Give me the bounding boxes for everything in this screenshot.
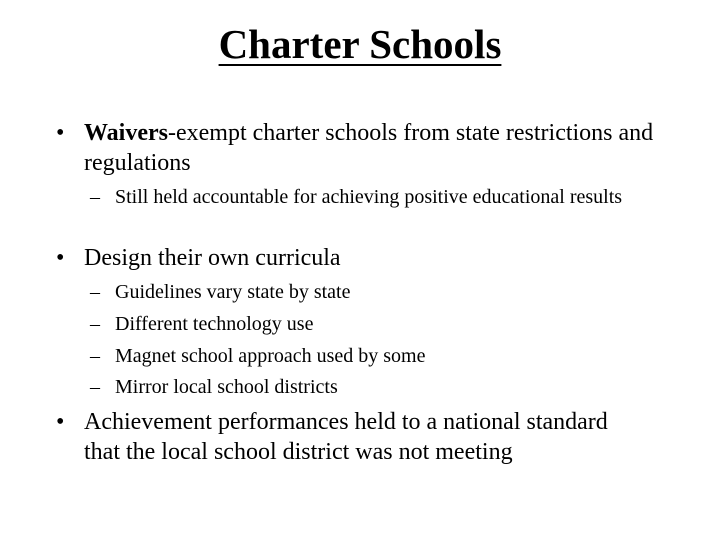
sub-bullet-magnet xyxy=(90,344,670,368)
sub-bullet-marker: – xyxy=(90,376,100,398)
bullet-item-waivers xyxy=(56,118,666,178)
sub-bullet-marker: – xyxy=(90,186,100,208)
bullet-bold-lead: Waivers xyxy=(84,120,168,146)
sub-bullet-marker: – xyxy=(90,281,100,303)
sub-bullet-accountable xyxy=(90,185,670,209)
sub-bullet-marker: – xyxy=(90,345,100,367)
sub-bullet-text: Magnet school approach used by some xyxy=(115,345,426,367)
sub-bullet-guidelines xyxy=(90,280,670,304)
bullet-text xyxy=(84,118,666,178)
bullet-marker: • xyxy=(56,120,65,146)
bullet-item-achievement xyxy=(56,407,616,467)
bullet-item-curricula xyxy=(56,243,666,273)
sub-bullet-technology xyxy=(90,312,670,336)
bullet-marker: • xyxy=(56,409,65,435)
slide-title: Charter Schools xyxy=(218,21,502,67)
sub-bullet-mirror xyxy=(90,375,670,399)
bullet-text: Design their own curricula xyxy=(84,245,341,271)
bullet-rest: -exempt charter schools from state restrictions and regulations xyxy=(84,120,654,176)
bullet-text: Achievement performances held to a national standard that the local school district was not meeting xyxy=(84,409,608,465)
sub-bullet-text: Still held accountable for achieving positive educational results xyxy=(115,186,623,208)
sub-bullet-text: Different technology use xyxy=(115,313,314,335)
bullet-marker: • xyxy=(56,245,65,271)
sub-bullet-text: Mirror local school districts xyxy=(115,376,338,398)
sub-bullet-marker: – xyxy=(90,313,100,335)
sub-bullet-text: Guidelines vary state by state xyxy=(115,281,351,303)
